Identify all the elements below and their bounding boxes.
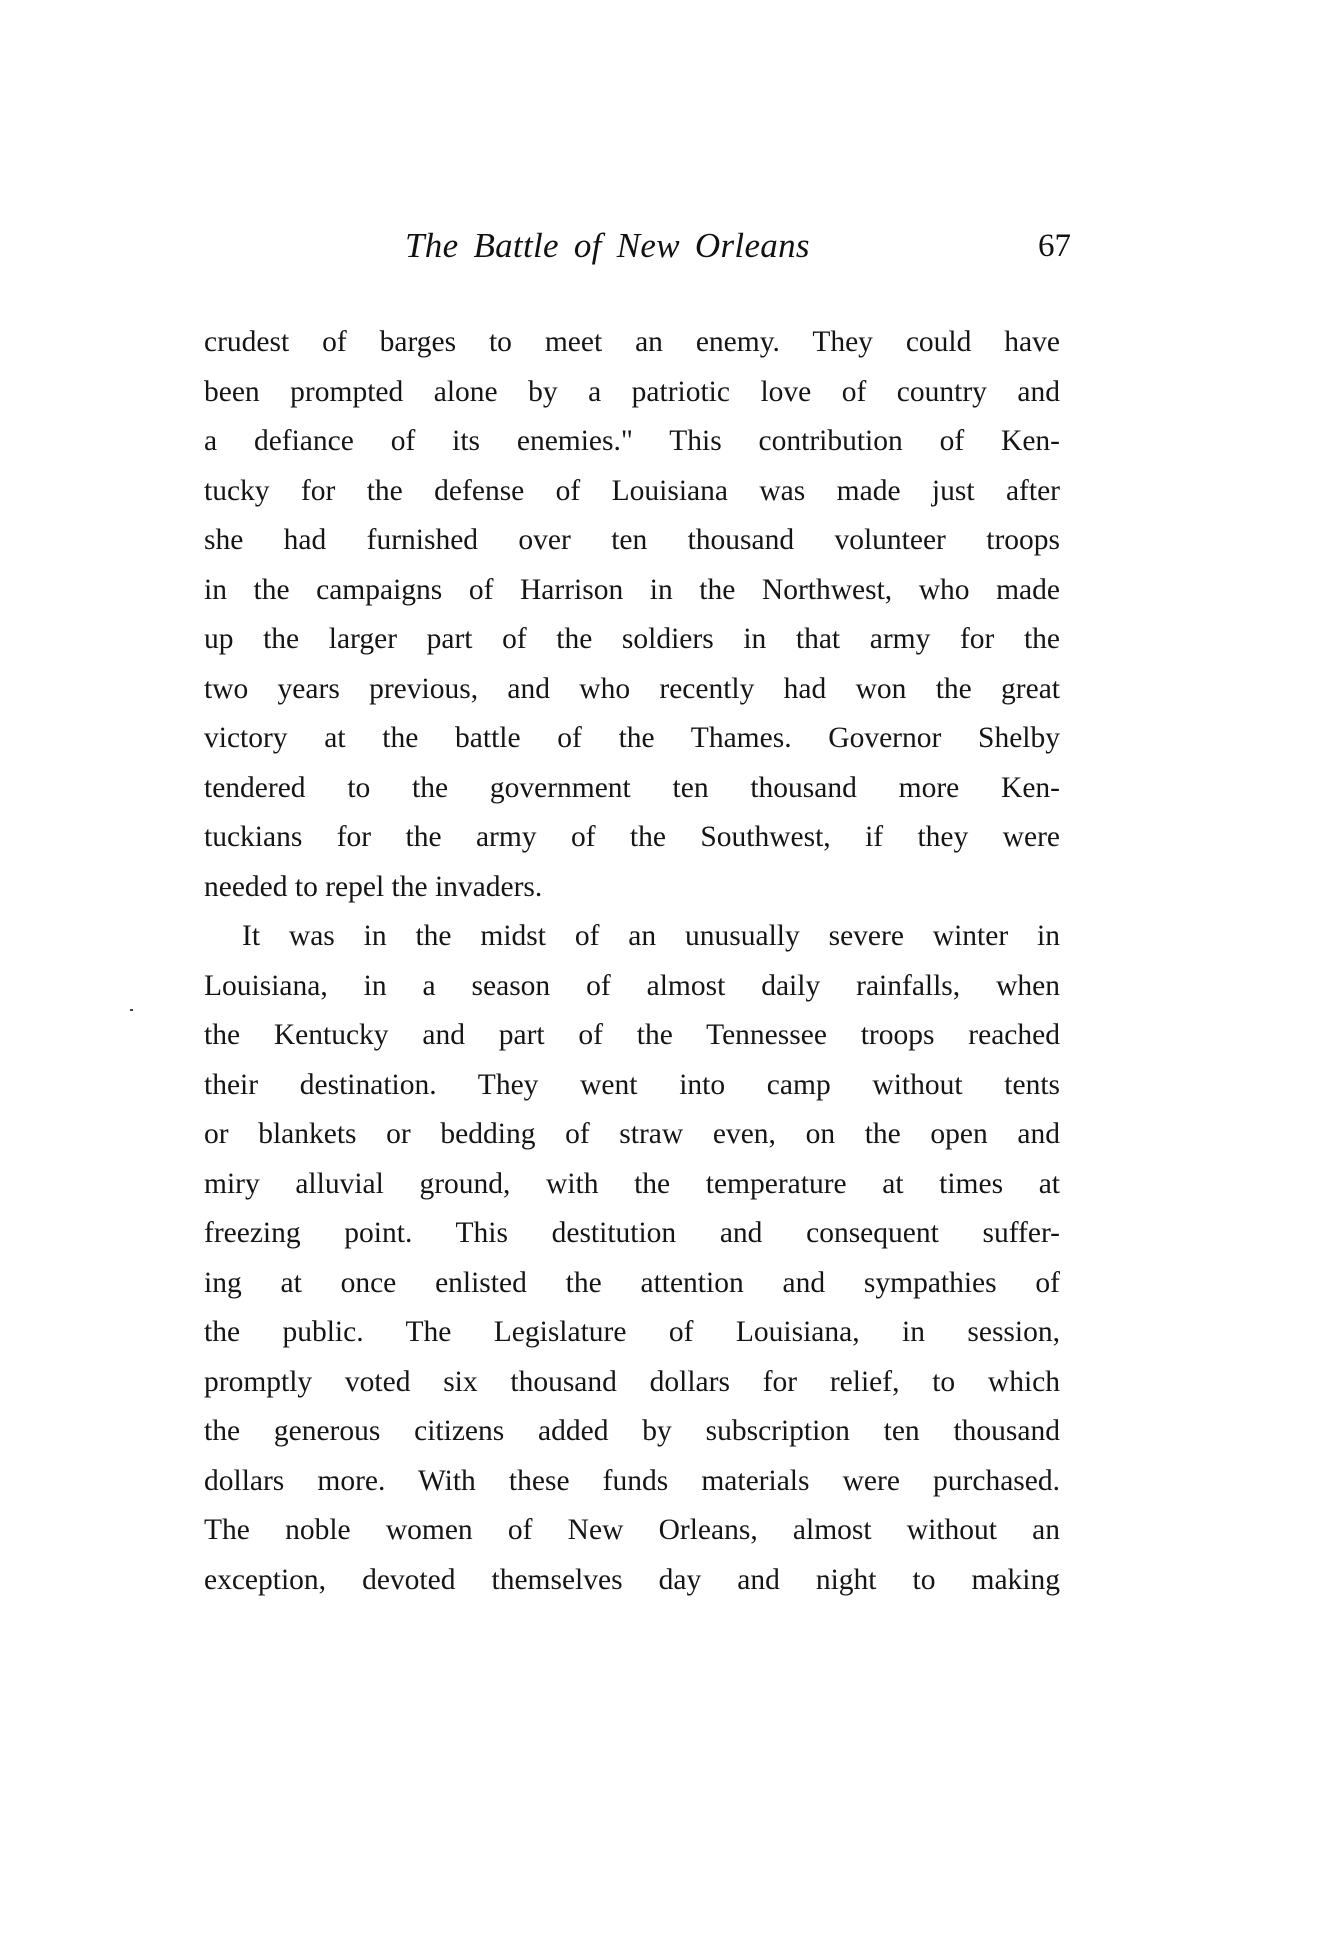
text-line: two years previous, and who recently had won the great — [204, 672, 1060, 705]
text-line: freezing point. This destitution and consequent suffer- — [204, 1217, 1060, 1249]
text-line: dollars more. With these funds materials were purchased. — [204, 1464, 1060, 1497]
scan-speck — [130, 1009, 133, 1011]
text-line: tuckians for the army of the Southwest, if they were — [204, 821, 1060, 853]
text-line: exception, devoted themselves day and night to making — [204, 1563, 1060, 1596]
text-line: The noble women of New Orleans, almost without an — [204, 1514, 1060, 1546]
text-line: tucky for the defense of Louisiana was made just after — [204, 474, 1060, 507]
paragraph-end-line: needed to repel the invaders. — [204, 870, 543, 903]
text-line: miry alluvial ground, with the temperature at times at — [204, 1167, 1060, 1200]
text-line: ing at once enlisted the attention and sympathies of — [204, 1266, 1060, 1299]
text-line: Louisiana, in a season of almost daily rainfalls, when — [204, 969, 1060, 1002]
running-title: The Battle of New Orleans — [405, 226, 810, 265]
text-line: the generous citizens added by subscription ten thousand — [204, 1415, 1060, 1447]
text-line: victory at the battle of the Thames. Governor Shelby — [204, 722, 1060, 754]
text-line: the public. The Legislature of Louisiana, in session, — [204, 1316, 1060, 1348]
text-line: a defiance of its enemies." This contribution of Ken- — [204, 425, 1060, 457]
text-line: crudest of barges to meet an enemy. They could have — [204, 326, 1060, 358]
paragraph-start-line: It was in the midst of an unusually severe winter in — [242, 920, 1060, 952]
text-line: promptly voted six thousand dollars for relief, to which — [204, 1365, 1060, 1398]
text-line: or blankets or bedding of straw even, on the open and — [204, 1118, 1060, 1150]
text-line: tendered to the government ten thousand more Ken- — [204, 771, 1060, 804]
text-line: been prompted alone by a patriotic love of country and — [204, 375, 1060, 408]
body-text — [204, 318, 1060, 1605]
text-line: up the larger part of the soldiers in that army for the — [204, 623, 1060, 655]
text-line: their destination. They went into camp without tents — [204, 1068, 1060, 1101]
text-line: in the campaigns of Harrison in the Northwest, who made — [204, 573, 1060, 606]
text-line: the Kentucky and part of the Tennessee troops reached — [204, 1019, 1060, 1051]
page-number: 67 — [1038, 228, 1071, 264]
text-line: she had furnished over ten thousand volunteer troops — [204, 524, 1060, 556]
